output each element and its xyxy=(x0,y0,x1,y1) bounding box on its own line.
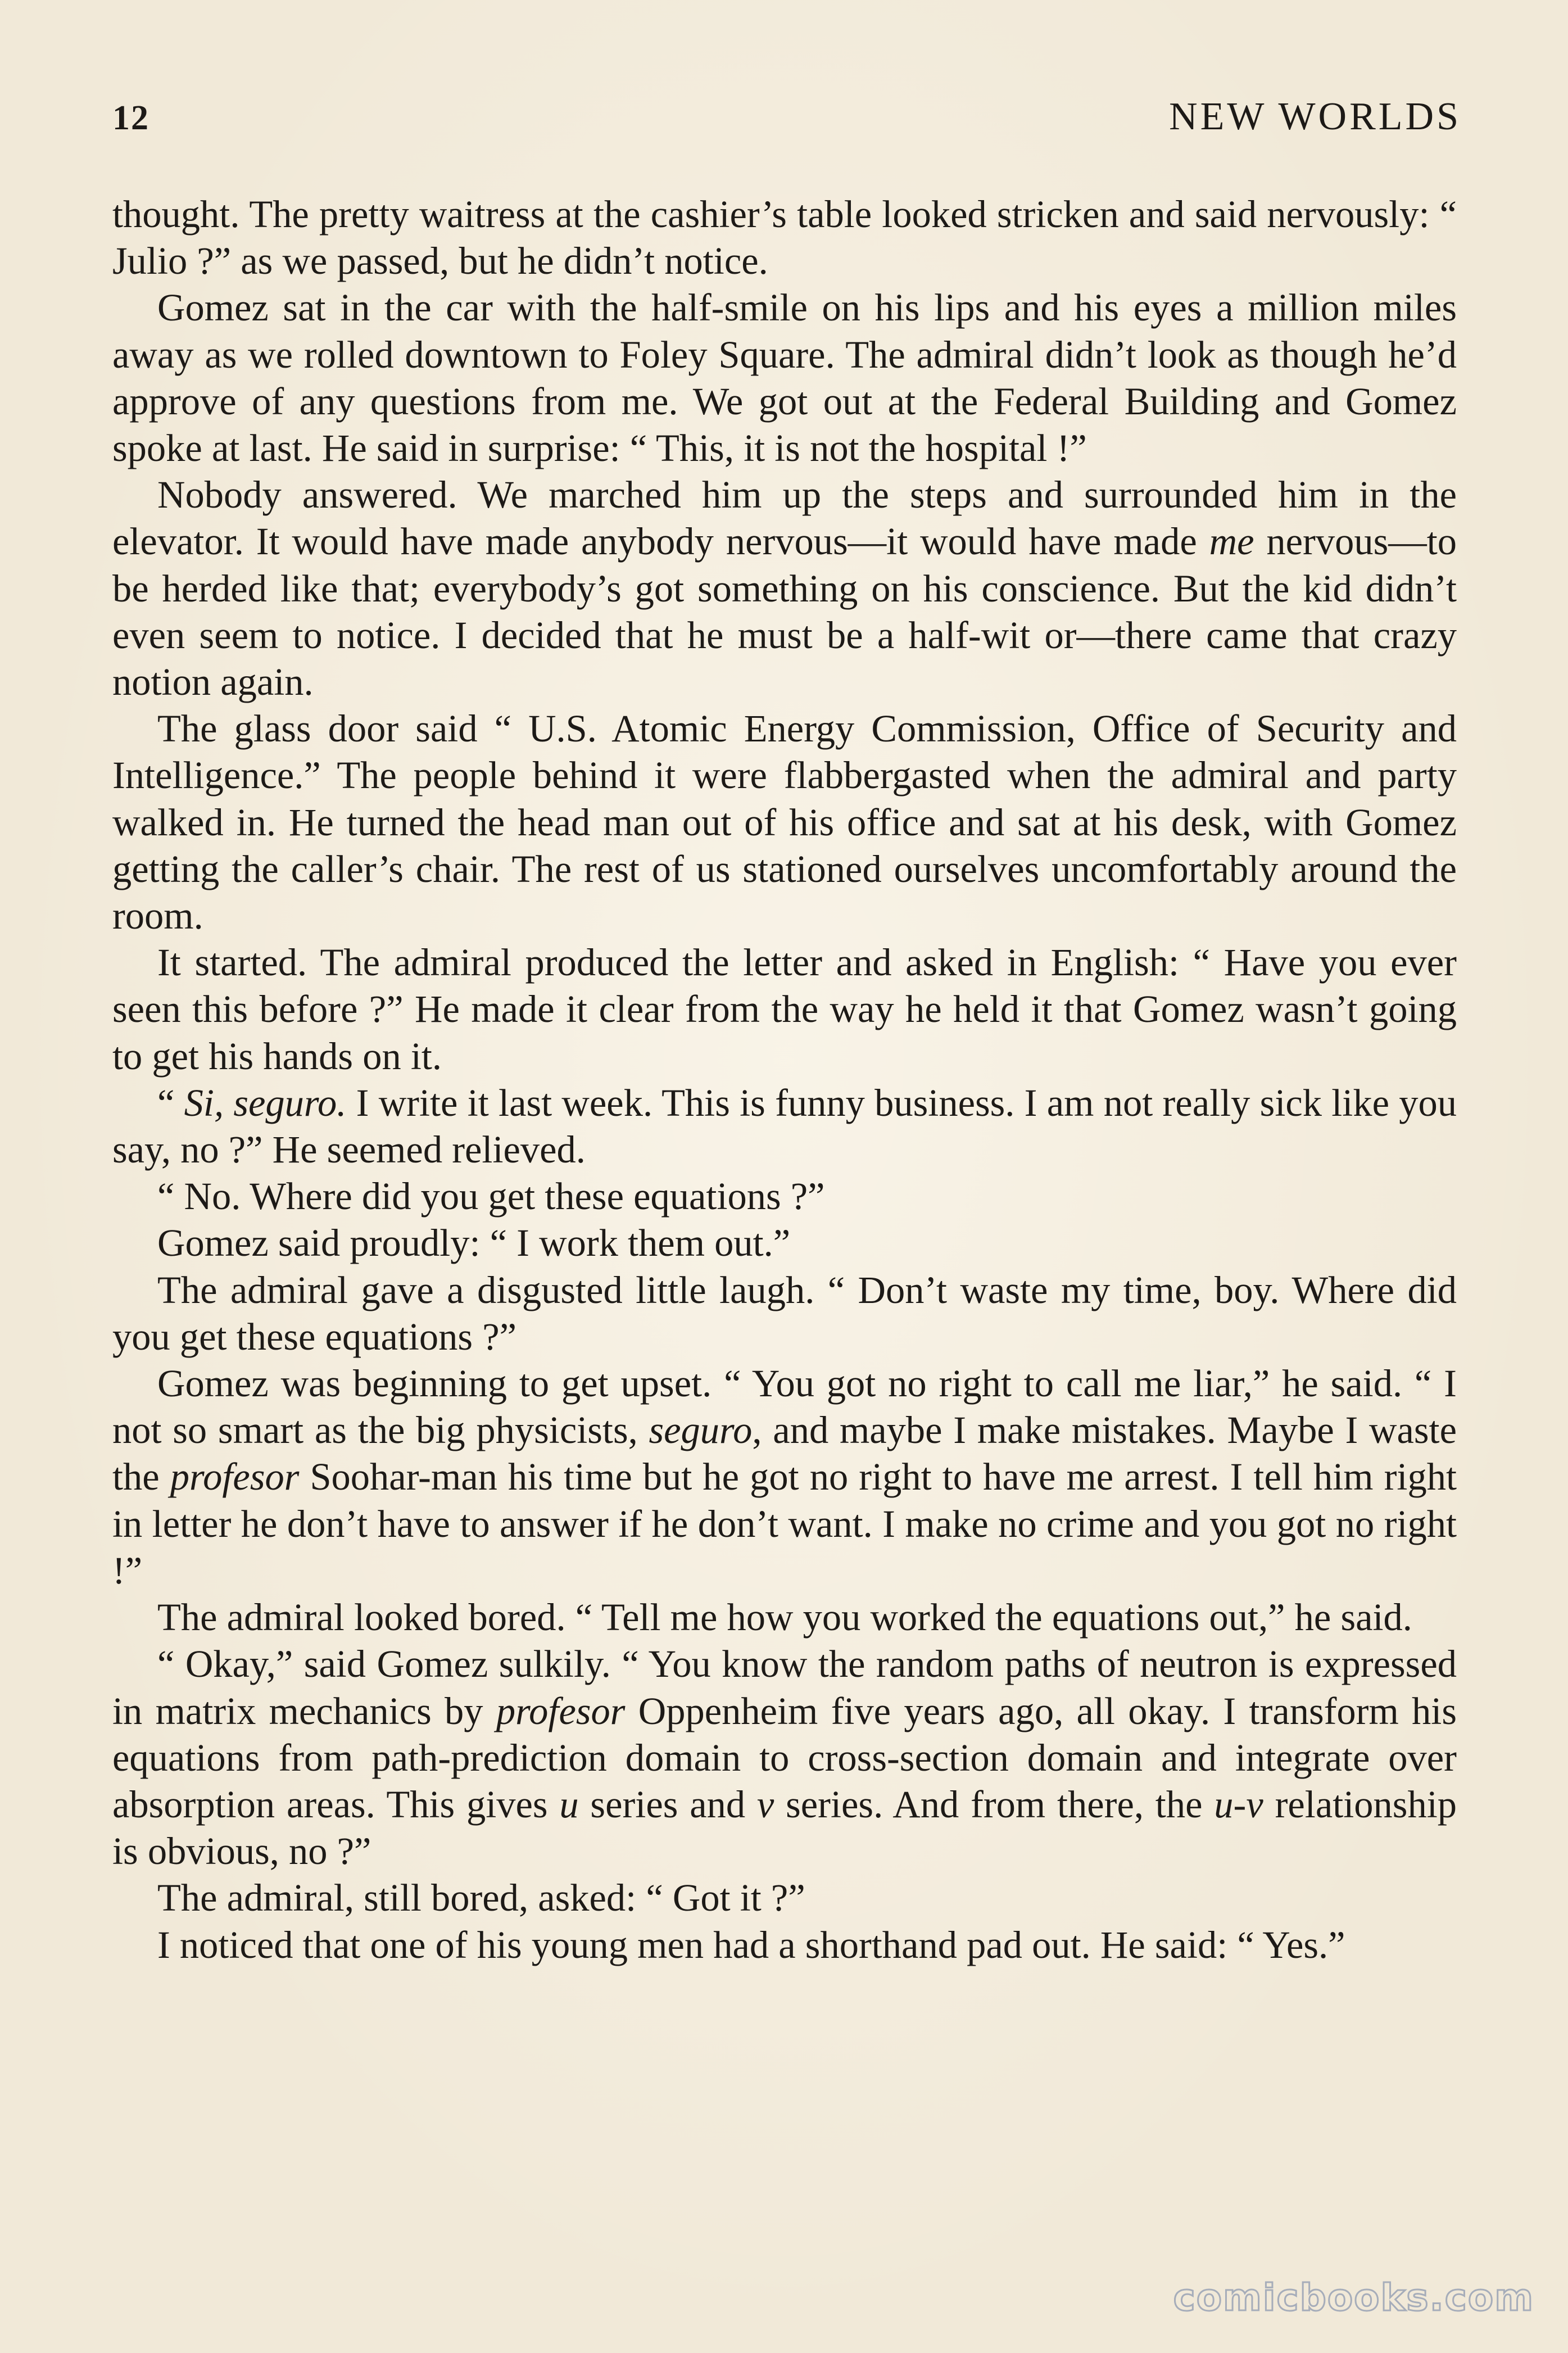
text-run: The admiral looked bored. “ Tell me how you worked the equations out,” he said. xyxy=(157,1596,1412,1639)
text-run: Soohar-man his time but he got no right to have me arrest. I tell him right in letter he don’t have to answer if he don’t want. I make no crime and you got no right !” xyxy=(112,1455,1457,1592)
paragraph-3 xyxy=(112,472,1457,705)
italic-text: profesor xyxy=(496,1689,626,1732)
text-run: relationship is obvious, no ?” xyxy=(112,1782,1457,1873)
text-run: series. And from there, the xyxy=(774,1782,1214,1826)
italic-text: Si, seguro. xyxy=(184,1081,347,1124)
italic-text: u-v xyxy=(1214,1782,1263,1826)
page-number: 12 xyxy=(112,99,149,137)
text-run: Gomez said proudly: “ I work them out.” xyxy=(157,1221,791,1265)
paragraph-13 xyxy=(112,1875,1457,1921)
paragraph-12 xyxy=(112,1641,1457,1875)
text-run: The admiral gave a disgusted little laugh. “ Don’t waste my time, boy. Where did you get these equations ?” xyxy=(112,1268,1457,1358)
text-run: “ xyxy=(157,1081,184,1124)
text-run: I write it last week. This is funny business. I am not really sick like you say, no ?” He seemed relieved. xyxy=(112,1081,1457,1171)
text-run: Gomez was beginning to get upset. “ You got no right to call me liar,” he said. “ I not so smart as the big physicists, xyxy=(112,1362,1457,1452)
paragraph-11 xyxy=(112,1594,1457,1641)
text-run: I noticed that one of his young men had a shorthand pad out. He said: “ Yes.” xyxy=(157,1923,1345,1966)
watermark-logo: comicbooks.com xyxy=(1173,2276,1534,2319)
paragraph-2 xyxy=(112,284,1457,472)
text-run: thought. The pretty waitress at the cashier’s table looked stricken and said nervously: “ Julio ?” as we passed, but he didn’t notice. xyxy=(112,193,1457,283)
italic-text: profesor xyxy=(170,1455,300,1499)
text-run: Oppenheim five years ago, all okay. I transform his equations from path-prediction domain to cross-section domain and integrate over absorption areas. This gives xyxy=(112,1689,1457,1826)
text-run: Nobody answered. We marched him up the steps and surrounded him in the elevator. It would have made anybody nervous—it would have made xyxy=(112,473,1457,563)
paragraph-6 xyxy=(112,1080,1457,1173)
paragraph-5 xyxy=(112,939,1457,1080)
text-run: series and xyxy=(578,1782,757,1826)
text-run: , and maybe I make mistakes. Maybe I waste the xyxy=(112,1409,1457,1499)
italic-text: me xyxy=(1209,520,1254,563)
italic-text: v xyxy=(756,1782,774,1826)
text-run: The admiral, still bored, asked: “ Got it ?” xyxy=(157,1876,805,1920)
paragraph-14 xyxy=(112,1922,1457,1969)
text-run: “ Okay,” said Gomez sulkily. “ You know the random paths of neutron is expressed in matrix mechanics by xyxy=(112,1642,1457,1732)
paragraph-10 xyxy=(112,1360,1457,1594)
italic-text: seguro xyxy=(649,1409,753,1452)
running-head xyxy=(112,94,1461,156)
body-text xyxy=(112,191,1457,1969)
italic-text: u xyxy=(559,1782,579,1826)
text-run: It started. The admiral produced the letter and asked in English: “ Have you ever seen this before ?” He made it clear from the way he held it that Gomez wasn’t going to get his hands on it. xyxy=(112,941,1457,1078)
paragraph-4 xyxy=(112,705,1457,939)
text-run: Gomez sat in the car with the half-smile on his lips and his eyes a million miles away as we rolled downtown to Foley Square. The admiral didn’t look as though he’d approve of any questions from me. We got out at the Federal Building and Gomez spoke at last. He said in surprise: “ This, it is not the hospital !” xyxy=(112,286,1457,470)
paragraph-9 xyxy=(112,1267,1457,1360)
paragraph-8 xyxy=(112,1220,1457,1266)
text-run: nervous—to be herded like that; everybody’s got something on his conscience. But the kid didn’t even seem to notice. I decided that he must be a half-wit or—there came that crazy notion again. xyxy=(112,520,1457,704)
paragraph-1 xyxy=(112,191,1457,284)
text-run: The glass door said “ U.S. Atomic Energy Commission, Office of Security and Intelligence.” The people behind it were flabbergasted when the admiral and party walked in. He turned the head man out of his office and sat at his desk, with Gomez getting the caller’s chair. The rest of us stationed ourselves uncomfortably around the room. xyxy=(112,707,1457,938)
running-title: NEW WORLDS xyxy=(1169,95,1461,138)
text-run: “ No. Where did you get these equations ?” xyxy=(157,1175,825,1218)
paragraph-7 xyxy=(112,1173,1457,1220)
